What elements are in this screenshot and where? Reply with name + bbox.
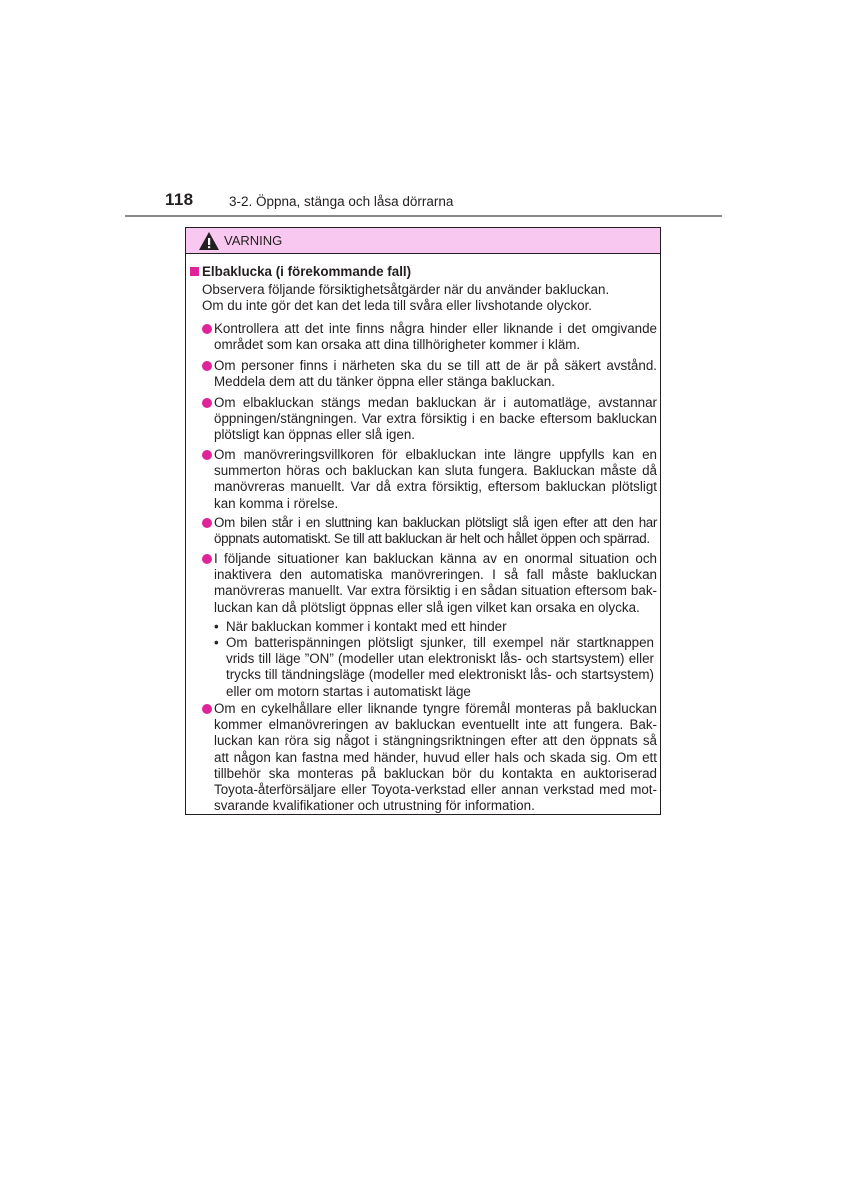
warning-heading-text: Elbaklucka (i förekommande fall) xyxy=(202,264,412,279)
warning-box xyxy=(185,227,661,815)
page-number: 118 xyxy=(165,190,194,209)
sub-bullet-marker: • xyxy=(214,619,219,634)
sub-list-item-text: Om batterispänningen plötsligt sjunker, till exempel när startknappen vrids till läge ”ON” (modeller utan elektroniskt lås- och startsystem) eller trycks till tändningsläge (modeller med elektroniskt lås- och startsystem) eller om motorn startas i automatiskt läge xyxy=(226,635,654,699)
list-item-text: Om en cykelhållare eller liknande tyngre föremål monteras på bakluckan kommer elmanövreringen av bakluckan eventuellt inte att fungera. Bakluckan kan röra sig något i stängningsriktningen efter att den öppnats så att någon kan fastna med händer, huvud eller hals och skada sig. Om ett tillbehör ska monteras på bakluckan bör du kontakta en auktoriserad Toyota-återförsäljare eller Toyota-verkstad eller annan verkstad med motsvarande kvalifikationer och utrustning för information. xyxy=(214,701,657,814)
sub-list-item-text: När bakluckan kommer i kontakt med ett hinder xyxy=(226,619,507,634)
square-bullet-icon xyxy=(190,267,199,276)
page-header xyxy=(125,190,722,218)
warning-triangle-icon xyxy=(198,231,220,251)
intro-line: Observera följande försiktighetsåtgärder när du använder bakluckan. xyxy=(202,282,610,297)
sub-list-item xyxy=(214,635,654,700)
list-item-text: Om personer finns i närheten ska du se till att de är på säkert avstånd. Meddela dem att du tänker öppna eller stänga bakluckan. xyxy=(214,358,657,390)
bullet-dot-icon xyxy=(202,450,212,460)
bullet-dot-icon xyxy=(202,554,212,564)
list-item-text: I följande situationer kan bakluckan känna av en onormal situation och inaktivera den automatiska manövreringen. I så fall måste bakluckan manövreras manuellt. Var extra försiktig i en sådan situation eftersom bakluckan kan då plötsligt öppnas eller slå igen vilket kan orsaka en olycka. xyxy=(214,551,657,615)
list-item-text: Kontrollera att det inte finns några hinder eller liknande i det omgivande området som kan orsaka att dina tillhörigheter kommer i kläm. xyxy=(214,321,657,353)
intro-line: Om du inte gör det kan det leda till svåra eller livshotande olyckor. xyxy=(202,298,593,314)
bullet-dot-icon xyxy=(202,361,212,371)
warning-label: VARNING xyxy=(224,233,283,248)
list-item xyxy=(202,551,657,616)
list-item-text: Om manövreringsvillkoren för elbakluckan inte längre uppfylls kan en summerton höras och bakluckan kan sluta fungera. Bakluckan måste då manövreras manuellt. Var då extra försiktig, eftersom bakluckan plötsligt kan komma i rörelse. xyxy=(214,447,657,511)
list-item xyxy=(202,447,657,512)
bullet-dot-icon xyxy=(202,704,212,714)
list-item-text: Om bilen står i en sluttning kan bakluckan plötsligt slå igen efter att den har öppnats automatiskt. Se till att bakluckan är helt och hållet öppen och spärrad. xyxy=(214,515,657,547)
list-item xyxy=(202,395,657,444)
bullet-dot-icon xyxy=(202,324,212,334)
list-item xyxy=(202,701,657,814)
list-item-text: Om elbakluckan stängs medan bakluckan är i automatläge, avstannar öppningen/stängningen. Var extra försiktig i en backe eftersom bakluckan plötsligt kan öppnas eller slå igen. xyxy=(214,395,657,443)
section-title: 3-2. Öppna, stänga och låsa dörrarna xyxy=(229,194,454,209)
warning-bar xyxy=(186,228,660,254)
list-item xyxy=(202,515,657,547)
bullet-dot-icon xyxy=(202,398,212,408)
warning-heading xyxy=(190,264,411,280)
list-item xyxy=(202,358,657,390)
header-rule xyxy=(125,215,722,217)
list-item xyxy=(202,321,657,353)
sub-bullet-marker: • xyxy=(214,635,219,650)
bullet-dot-icon xyxy=(202,518,212,528)
sub-list-item xyxy=(214,619,654,635)
warning-intro xyxy=(202,282,654,314)
